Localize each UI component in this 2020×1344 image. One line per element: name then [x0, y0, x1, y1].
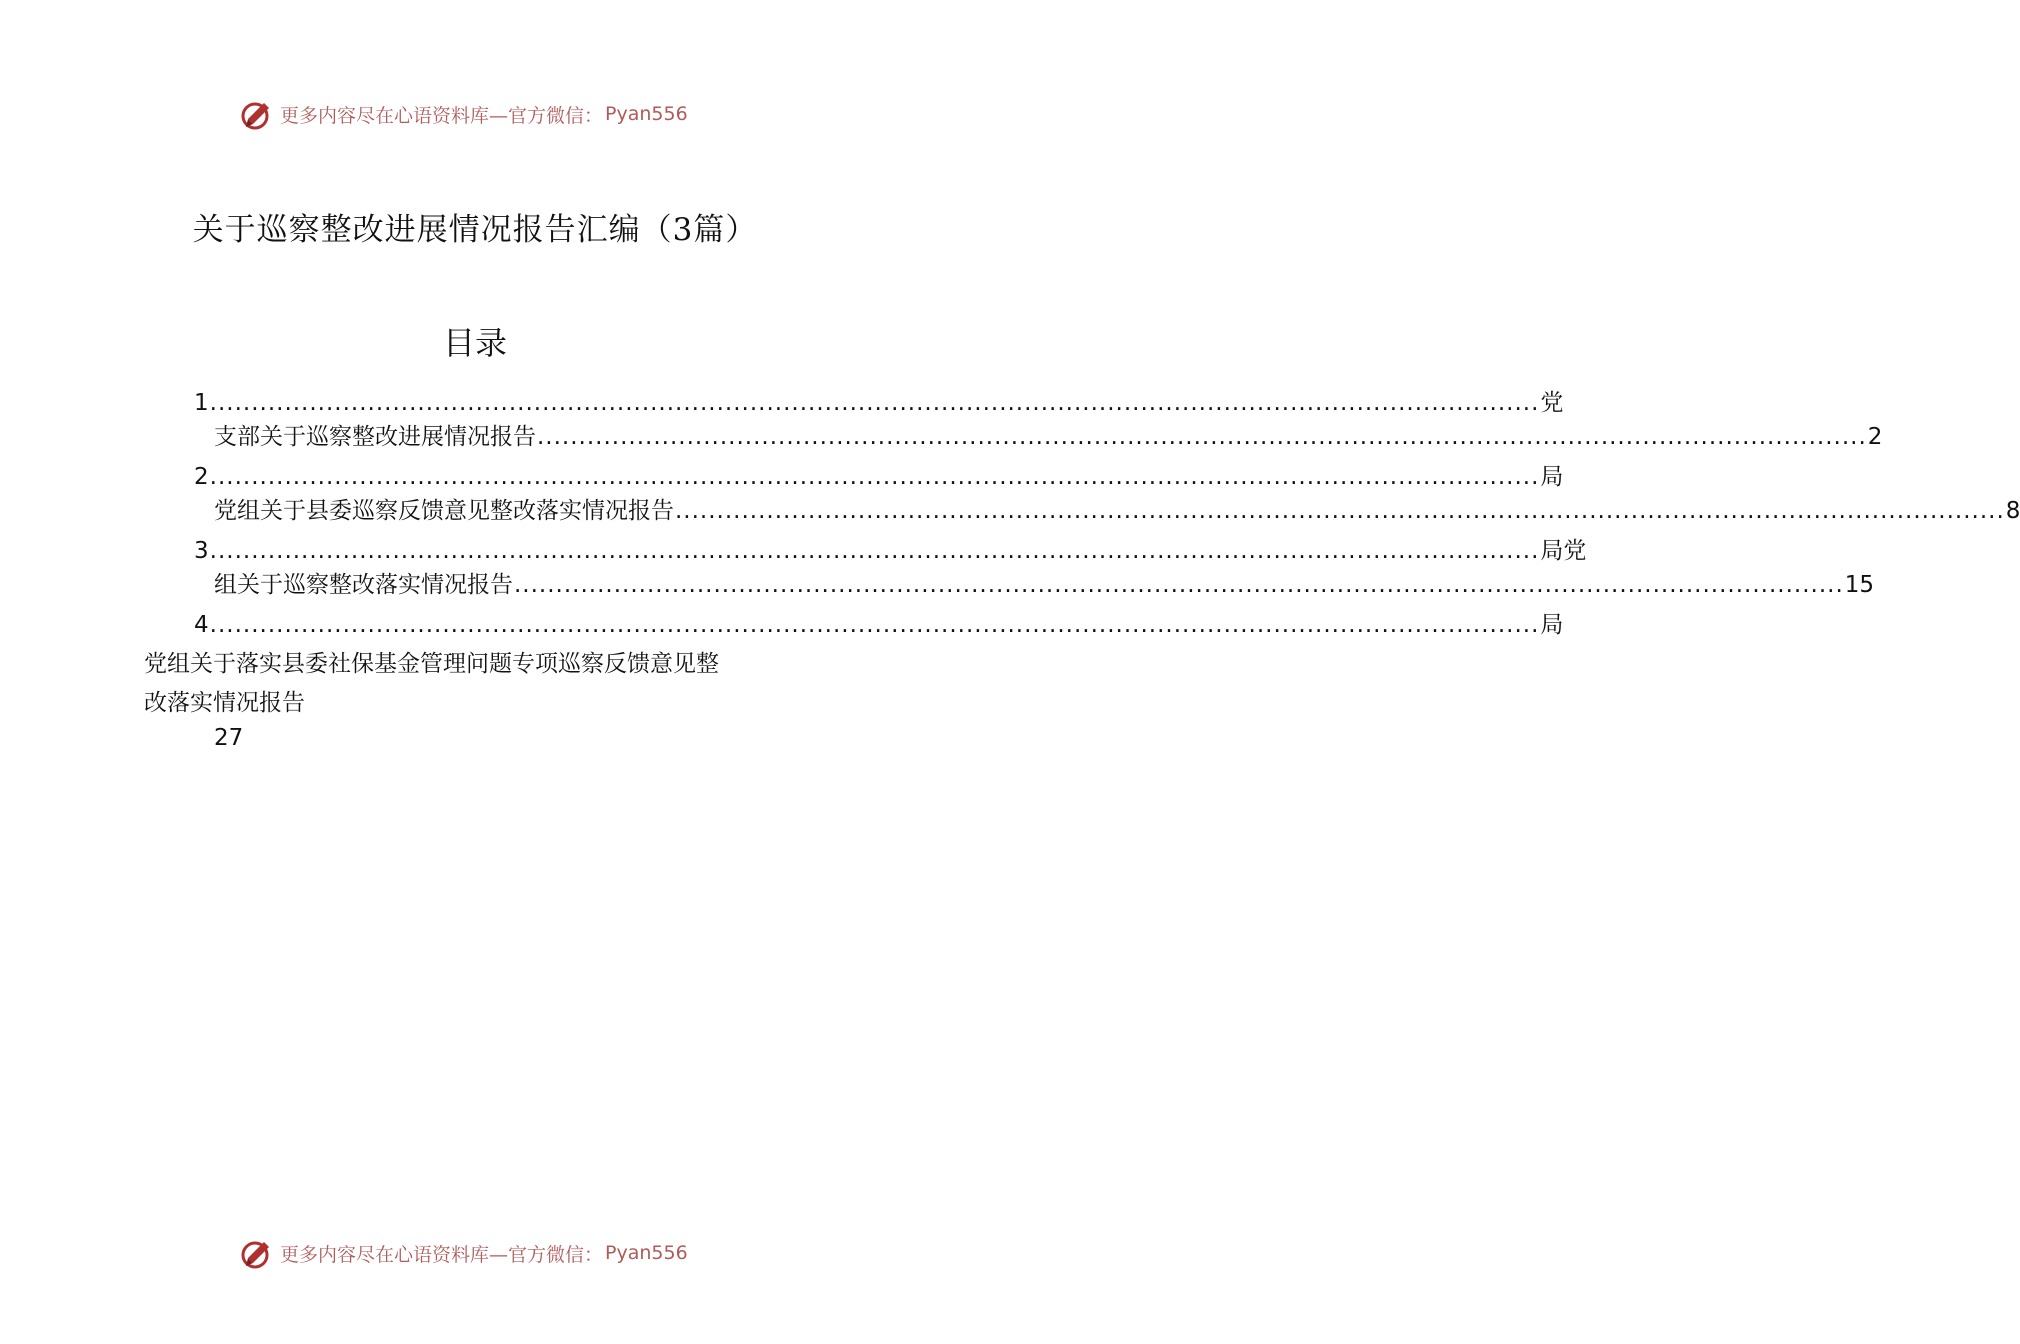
banner-wechat-id: Pyan556 [605, 1242, 688, 1264]
toc-entry-2-line2[interactable] [214, 494, 2020, 528]
toc-leader-dots: ................................................................................................................................................................ [675, 498, 2005, 524]
toc-entry-number: 4 [194, 612, 209, 638]
toc-entry-title-start: 局党 [1540, 538, 1587, 564]
toc-leader-dots: ................................................................................................................................................................ [209, 538, 1540, 564]
toc-leader-dots: ................................................................................................................................................................ [514, 572, 1844, 598]
toc-heading: 目录 [442, 324, 507, 362]
toc-entry-1-line2[interactable] [214, 420, 1883, 454]
footer-banner [240, 1233, 688, 1273]
toc-entry-4-line1[interactable] [194, 608, 1564, 642]
document-title: 关于巡察整改进展情况报告汇编（3篇） [192, 212, 758, 248]
toc-leader-dots: ................................................................................................................................................................ [209, 612, 1540, 638]
toc-entry-page: 15 [1844, 572, 1875, 598]
header-banner [240, 94, 688, 134]
banner-text: 更多内容尽在心语资料库—官方微信： [280, 104, 604, 127]
toc-entry-title-start: 党 [1540, 390, 1564, 416]
toc-entry-title-start: 局 [1540, 612, 1564, 638]
toc-entry-4-line3[interactable]: 改落实情况报告 [144, 690, 305, 716]
toc-leader-dots: ................................................................................................................................................................ [537, 424, 1867, 450]
toc-leader-dots: ................................................................................................................................................................ [209, 464, 1540, 490]
toc-entry-4-line2[interactable]: 党组关于落实县委社保基金管理问题专项巡察反馈意见整 [144, 651, 719, 677]
toc-entry-4-page[interactable]: 27 [214, 725, 244, 751]
toc-entry-3-line2[interactable] [214, 568, 1875, 602]
banner-text: 更多内容尽在心语资料库—官方微信： [280, 1243, 604, 1266]
toc-entry-title: 支部关于巡察整改进展情况报告 [214, 424, 536, 450]
toc-entry-page: 2 [1867, 424, 1883, 450]
pen-logo-icon [240, 97, 274, 131]
pen-logo-icon [240, 1236, 274, 1270]
banner-wechat-id: Pyan556 [605, 103, 688, 125]
toc-entry-title: 党组关于县委巡察反馈意见整改落实情况报告 [214, 498, 674, 524]
toc-entry-number: 2 [194, 464, 209, 490]
toc-entry-number: 1 [194, 390, 209, 416]
toc-leader-dots: ................................................................................................................................................................ [209, 390, 1540, 416]
toc-entry-title: 组关于巡察整改落实情况报告 [214, 572, 513, 598]
toc-entry-2-line1[interactable] [194, 460, 1564, 494]
toc-entry-number: 3 [194, 538, 209, 564]
toc-entry-title-start: 局 [1540, 464, 1564, 490]
toc-entry-page: 8 [2005, 498, 2020, 524]
toc-entry-3-line1[interactable] [194, 534, 1587, 568]
toc-entry-1-line1[interactable] [194, 386, 1564, 420]
